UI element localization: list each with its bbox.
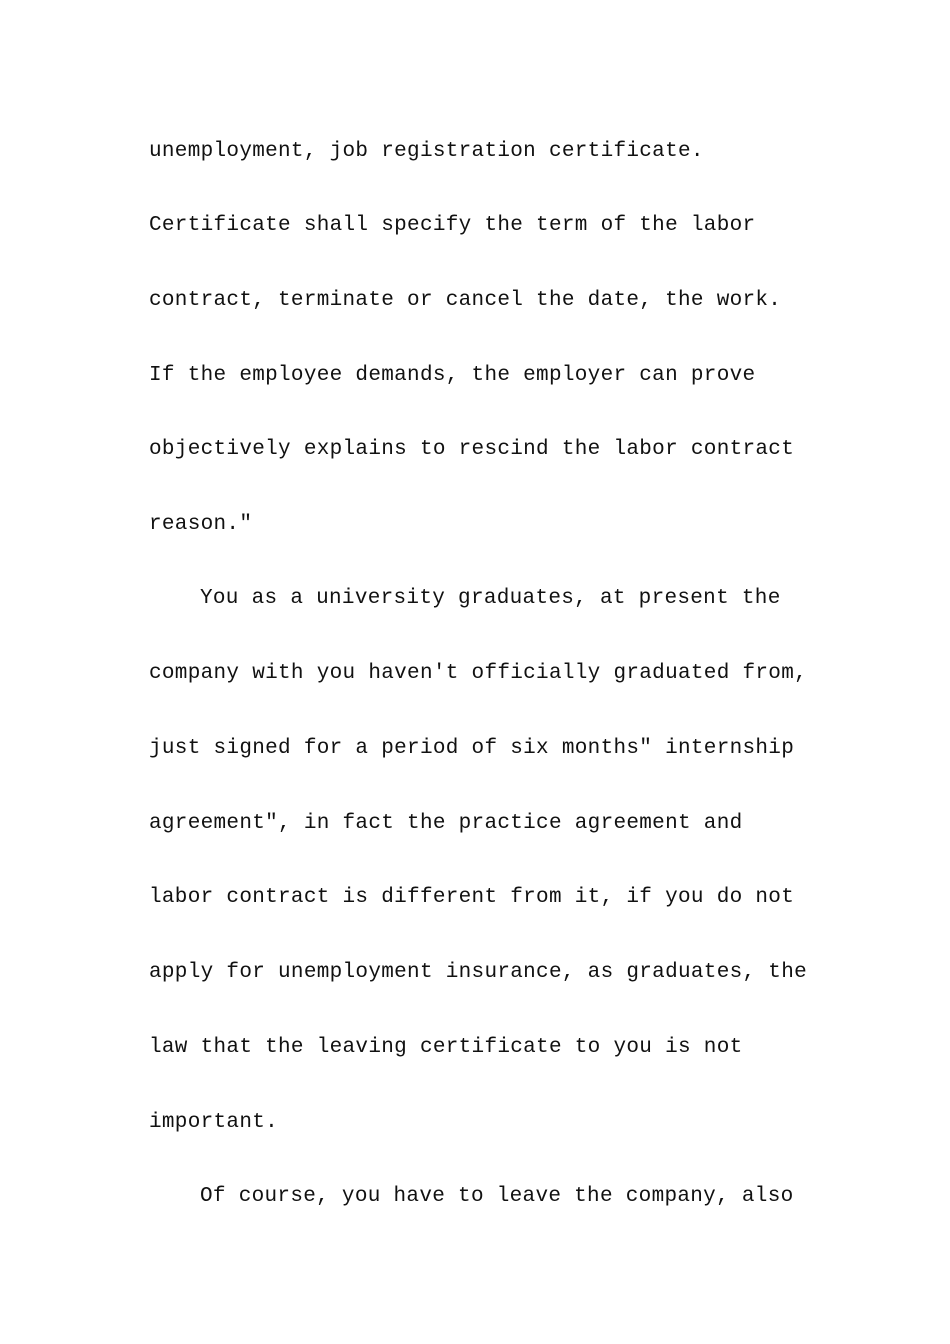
text-line: agreement″, in fact the practice agreement and — [149, 812, 743, 835]
text-line: important. — [149, 1111, 279, 1134]
text-line: If the employee demands, the employer can prove — [149, 364, 756, 387]
text-line: apply for unemployment insurance, as graduates, the — [149, 961, 808, 984]
text-line: company with you haven't officially graduated from, — [149, 662, 808, 685]
text-line: Certificate shall specify the term of the labor — [149, 214, 756, 237]
text-line: contract, terminate or cancel the date, the work. — [149, 289, 782, 312]
text-line: unemployment, job registration certificate. — [149, 140, 704, 163]
paragraph-start-line: Of course, you have to leave the company, also — [200, 1185, 794, 1208]
text-line: labor contract is different from it, if you do not — [149, 886, 795, 909]
text-line: law that the leaving certificate to you is not — [149, 1036, 743, 1059]
text-line: just signed for a period of six months″ internship — [149, 737, 795, 760]
paragraph-start-line: You as a university graduates, at present the — [200, 587, 781, 610]
text-line: objectively explains to rescind the labor contract — [149, 438, 795, 461]
text-line: reason.″ — [149, 513, 253, 536]
